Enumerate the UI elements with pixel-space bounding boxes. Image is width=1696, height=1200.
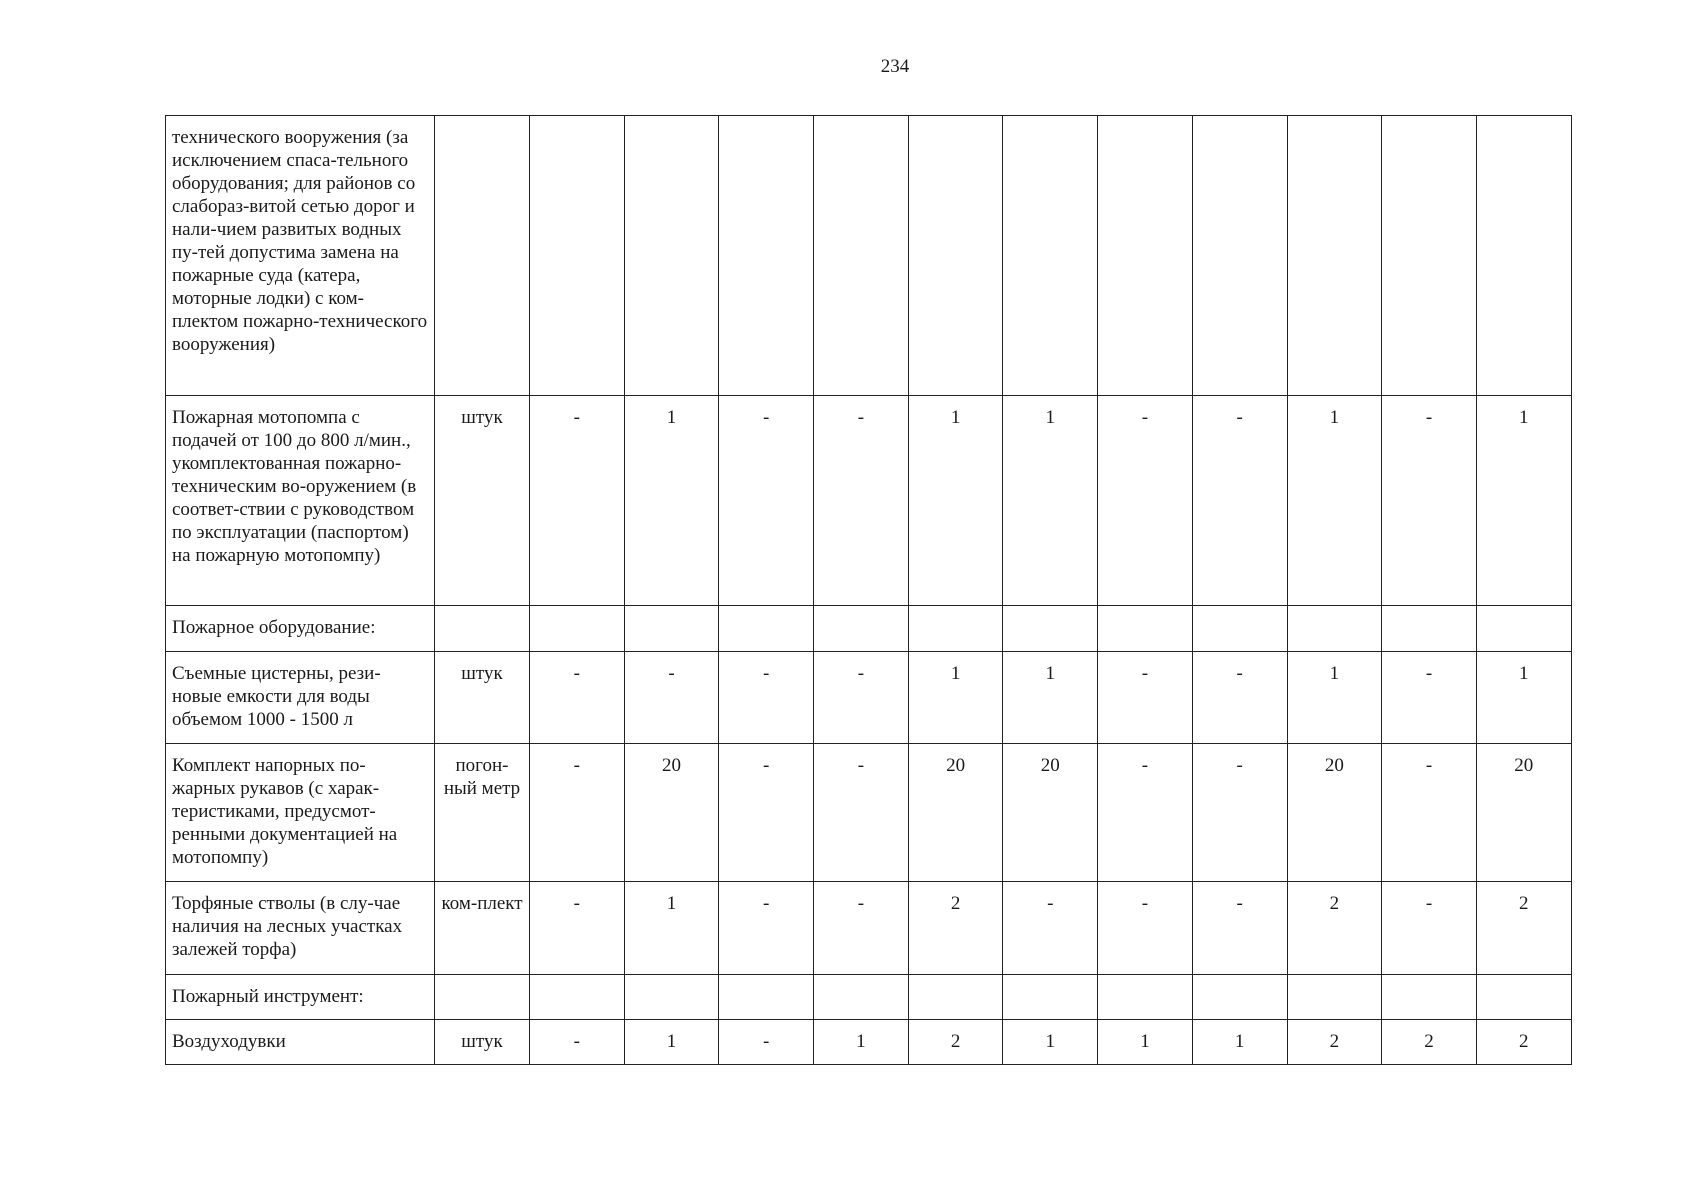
item-name-cell: Торфяные стволы (в слу-чае наличия на лесных участках залежей торфа) [166,882,435,975]
value-cell [814,116,909,396]
value-cell: 1 [1287,396,1382,606]
value-cell [1098,975,1193,1020]
value-cell [1382,975,1477,1020]
value-cell: 1 [624,882,719,975]
unit-cell [435,116,530,396]
value-cell: 1 [1003,396,1098,606]
value-cell [908,975,1003,1020]
unit-cell [435,975,530,1020]
value-cell [1476,975,1571,1020]
value-cell [1287,975,1382,1020]
value-cell: - [719,1020,814,1065]
value-cell: - [530,882,625,975]
value-cell: - [1098,744,1193,882]
value-cell: 1 [1003,652,1098,744]
unit-cell: штук [435,396,530,606]
unit-cell [435,606,530,652]
value-cell [1192,606,1287,652]
value-cell: 2 [908,882,1003,975]
value-cell: 1 [814,1020,909,1065]
value-cell [624,975,719,1020]
value-cell: 1 [624,1020,719,1065]
value-cell: - [624,652,719,744]
equipment-table [165,115,1572,1065]
unit-cell: штук [435,652,530,744]
value-cell [814,606,909,652]
value-cell: - [1382,396,1477,606]
value-cell [1098,606,1193,652]
value-cell: 1 [1192,1020,1287,1065]
value-cell: 1 [908,652,1003,744]
value-cell: 2 [908,1020,1003,1065]
value-cell: 20 [908,744,1003,882]
table-row [166,396,1572,606]
table-row [166,744,1572,882]
unit-cell: ком-плект [435,882,530,975]
value-cell: 2 [1287,1020,1382,1065]
value-cell [530,116,625,396]
value-cell: - [814,882,909,975]
item-name-cell: Съемные цистерны, рези-новые емкости для воды объемом 1000 - 1500 л [166,652,435,744]
value-cell: - [814,396,909,606]
value-cell: - [1003,882,1098,975]
value-cell: 20 [1287,744,1382,882]
item-name-cell: Пожарное оборудование: [166,606,435,652]
value-cell [530,975,625,1020]
value-cell [624,606,719,652]
value-cell [719,116,814,396]
value-cell: - [530,396,625,606]
value-cell: - [530,744,625,882]
value-cell: 20 [624,744,719,882]
value-cell: - [814,652,909,744]
item-name-cell: Пожарный инструмент: [166,975,435,1020]
value-cell: - [1192,396,1287,606]
value-cell: 1 [1287,652,1382,744]
table-row [166,1020,1572,1065]
value-cell [1003,606,1098,652]
value-cell: 1 [908,396,1003,606]
value-cell: - [1382,882,1477,975]
value-cell: - [719,652,814,744]
table-row [166,606,1572,652]
table-body [166,116,1572,1065]
value-cell: - [719,744,814,882]
item-name-cell: технического вооружения (за исключением спаса-тельного оборудования; для районов со слабораз-витой сетью дорог и нали-чием развитых водных пу-тей допустима замена на пожарные суда (катера, моторные лодки) с ком-плектом пожарно-технического вооружения) [166,116,435,396]
value-cell: - [814,744,909,882]
value-cell: 20 [1003,744,1098,882]
unit-cell: погон-ный метр [435,744,530,882]
item-name-cell: Воздуходувки [166,1020,435,1065]
value-cell [1098,116,1193,396]
value-cell: - [1098,396,1193,606]
value-cell: 20 [1476,744,1571,882]
value-cell [814,975,909,1020]
value-cell [1003,975,1098,1020]
value-cell: 1 [1003,1020,1098,1065]
unit-cell: штук [435,1020,530,1065]
value-cell: - [1098,652,1193,744]
value-cell [1287,116,1382,396]
value-cell: - [719,882,814,975]
value-cell: 2 [1476,882,1571,975]
value-cell: - [1192,882,1287,975]
value-cell: - [530,652,625,744]
value-cell [1476,606,1571,652]
value-cell: - [1382,744,1477,882]
value-cell [719,606,814,652]
value-cell: - [1192,652,1287,744]
item-name-cell: Комплект напорных по-жарных рукавов (с харак-теристиками, предусмот-ренными документацией на мотопомпу) [166,744,435,882]
value-cell [1192,975,1287,1020]
table-row [166,975,1572,1020]
value-cell: - [1098,882,1193,975]
value-cell [624,116,719,396]
item-name-cell: Пожарная мотопомпа с подачей от 100 до 800 л/мин., укомплектованная пожарно-техническим во-оружением (в соответ-ствии с руководством по эксплуатации (паспортом) на пожарную мотопомпу) [166,396,435,606]
value-cell: 1 [624,396,719,606]
value-cell: - [1382,652,1477,744]
value-cell: 1 [1098,1020,1193,1065]
value-cell [908,606,1003,652]
value-cell: - [530,1020,625,1065]
value-cell [1382,116,1477,396]
table-row [166,882,1572,975]
value-cell: 1 [1476,396,1571,606]
value-cell [530,606,625,652]
table-row [166,116,1572,396]
value-cell: 2 [1476,1020,1571,1065]
value-cell [1287,606,1382,652]
value-cell: 1 [1476,652,1571,744]
value-cell: - [1192,744,1287,882]
value-cell: 2 [1287,882,1382,975]
value-cell: 2 [1382,1020,1477,1065]
value-cell [1192,116,1287,396]
page-number: 234 [880,56,910,77]
value-cell [1476,116,1571,396]
value-cell [908,116,1003,396]
value-cell [1382,606,1477,652]
table-row [166,652,1572,744]
value-cell [1003,116,1098,396]
value-cell [719,975,814,1020]
value-cell: - [719,396,814,606]
